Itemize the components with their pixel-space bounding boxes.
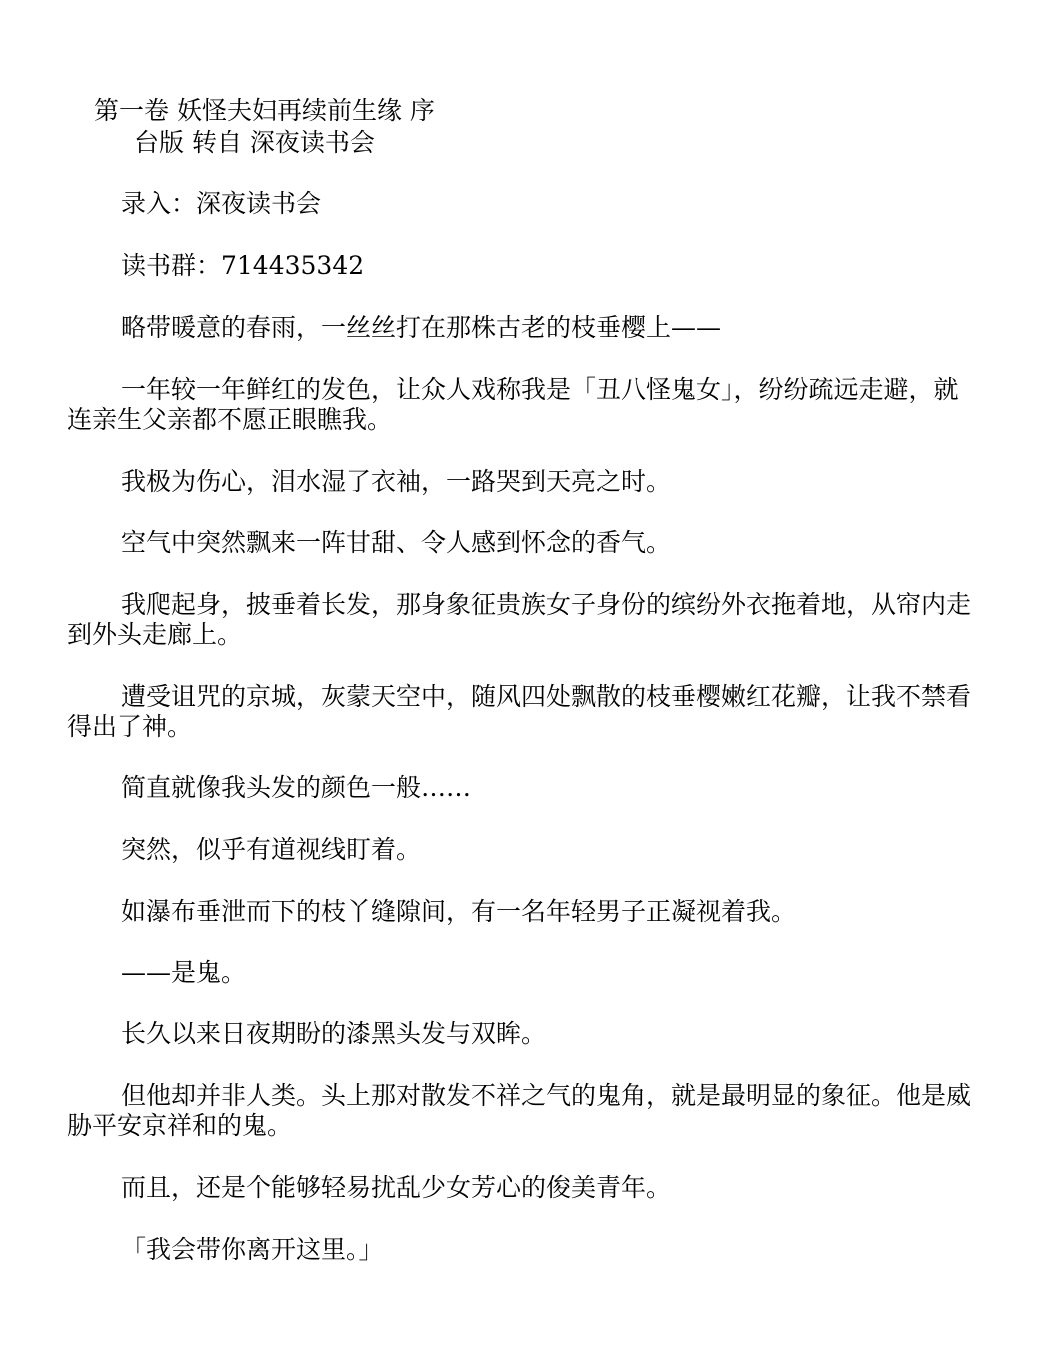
- paragraph: 我爬起身，披垂着长发，那身象征贵族女子身份的缤纷外衣拖着地，从帘内走到外头走廊上。: [67, 590, 972, 649]
- paragraph: 略带暖意的春雨，一丝丝打在那株古老的枝垂樱上——: [121, 313, 722, 342]
- paragraph: 一年较一年鲜红的发色，让众人戏称我是「丑八怪鬼女」，纷纷疏远走避，就连亲生父亲都不愿正眼瞧我。: [67, 375, 959, 434]
- credit-reading-group: 读书群：714435342: [121, 251, 365, 280]
- paragraph: 突然，似乎有道视线盯着。: [121, 835, 422, 864]
- paragraph: 简直就像我头发的颜色一般……: [121, 773, 472, 802]
- paragraph: 但他却并非人类。头上那对散发不祥之气的鬼角，就是最明显的象征。他是威胁平安京祥和的鬼。: [67, 1081, 972, 1140]
- paragraph: 而且，还是个能够轻易扰乱少女芳心的俊美青年。: [121, 1173, 672, 1202]
- paragraph: 如瀑布垂泄而下的枝丫缝隙间，有一名年轻男子正凝视着我。: [121, 897, 797, 926]
- source-line: 台版 转自 深夜读书会: [134, 128, 375, 157]
- paragraph: 长久以来日夜期盼的漆黑头发与双眸。: [121, 1019, 547, 1048]
- paragraph: 「我会带你离开这里。」: [121, 1235, 384, 1264]
- paragraph: 空气中突然飘来一阵甘甜、令人感到怀念的香气。: [121, 528, 672, 557]
- paragraph: ——是鬼。: [121, 958, 247, 987]
- credit-entered-by: 录入：深夜读书会: [121, 189, 322, 218]
- paragraph: 遭受诅咒的京城，灰蒙天空中，随风四处飘散的枝垂樱嫩红花瓣，让我不禁看得出了神。: [67, 682, 972, 741]
- chapter-title: 第一卷 妖怪夫妇再续前生缘 序: [94, 96, 435, 125]
- paragraph: 我极为伤心，泪水湿了衣袖，一路哭到天亮之时。: [121, 467, 672, 496]
